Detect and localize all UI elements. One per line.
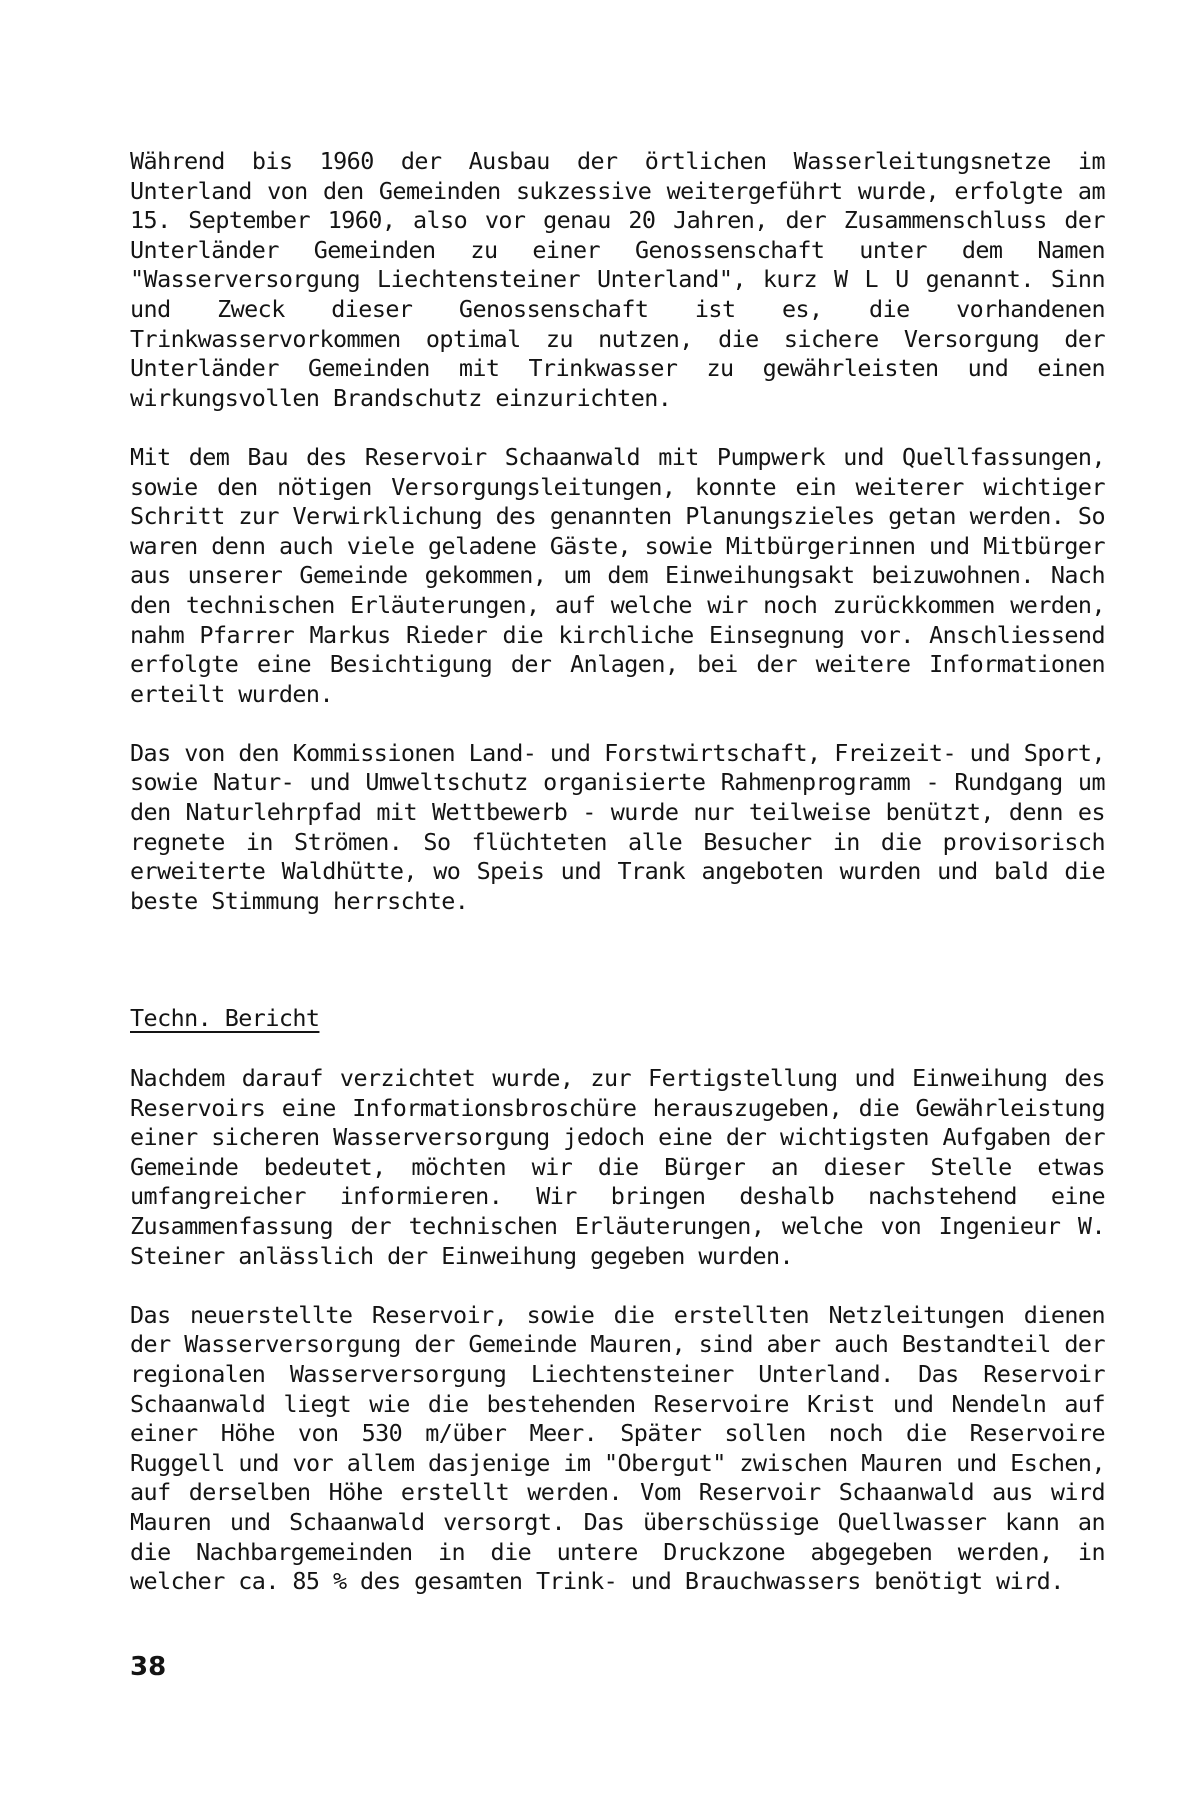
intro-paragraph-2: Mit dem Bau des Reservoir Schaanwald mit Pumpwerk und Quellfassungen, sowie den nötigen Versorgungsleitungen, konnte ein weiterer wichtiger Schritt zur Verwirklichung des genannten Planungszieles getan werden. So waren denn auch viele geladene Gäste, sowie Mitbürgerinnen und Mitbürger aus unserer Gemeinde gekommen, um dem Einweihungsakt beizuwohnen. Nach den technischen Erläuterungen, auf welche wir noch zurückkommen werden, nahm Pfarrer Markus Rieder die kirchliche Einsegnung vor. Anschliessend erfolgte eine Besichtigung der Anlagen, bei der weitere Informationen erteilt wurden. <box>130 442 1105 708</box>
page-number: 38 <box>130 1652 167 1682</box>
intro-paragraph-1: Während bis 1960 der Ausbau der örtlichen Wasserleitungsnetze im Unterland von den Gemeinden sukzessive weitergeführt wurde, erfolgte am 15. September 1960, also vor genau 20 Jahren, der Zusammenschluss der Unterländer Gemeinden zu einer Genossenschaft unter dem Namen "Wasserversorgung Liechtensteiner Unterland", kurz W L U genannt. Sinn und Zweck dieser Genossenschaft ist es, die vorhandenen Trinkwasservorkommen optimal zu nutzen, die sichere Versorgung der Unterländer Gemeinden mit Trinkwasser zu gewährleisten und einen wirkungsvollen Brandschutz einzurichten. <box>130 147 1105 412</box>
intro-paragraph-3: Das von den Kommissionen Land- und Forstwirtschaft, Freizeit- und Sport, sowie Natur- und Umweltschutz organisierte Rahmenprogramm - Rundgang um den Naturlehrpfad mit Wettbewerb - wurde nur teilweise benützt, denn es regnete in Strömen. So flüchteten alle Besucher in die provisorisch erweiterte Waldhütte, wo Speis und Trank angeboten wurden und bald die beste Stimmung herrschte. <box>130 738 1105 915</box>
report-paragraph-1: Nachdem darauf verzichtet wurde, zur Fertigstellung und Einweihung des Reservoirs eine Informationsbroschüre herauszugeben, die Gewährleistung einer sicheren Wasserversorgung jedoch eine der wichtigsten Aufgaben der Gemeinde bedeutet, möchten wir die Bürger an dieser Stelle etwas umfangreicher informieren. Wir bringen deshalb nachstehend eine Zusammenfassung der technischen Erläuterungen, welche von Ingenieur W. Steiner anlässlich der Einweihung gegeben wurden. <box>130 1064 1105 1270</box>
section-heading: Techn. Bericht <box>130 1004 320 1033</box>
report-paragraph-2: Das neuerstellte Reservoir, sowie die erstellten Netzleitungen dienen der Wasserversorgung der Gemeinde Mauren, sind aber auch Bestandteil der regionalen Wasserversorgung Liechtensteiner Unterland. Das Reservoir Schaanwald liegt wie die bestehenden Reservoire Krist und Nendeln auf einer Höhe von 530 m/über Meer. Später sollen noch die Reservoire Ruggell und vor allem dasjenige im "Obergut" zwischen Mauren und Eschen, auf derselben Höhe erstellt werden. Vom Reservoir Schaanwald aus wird Mauren und Schaanwald versorgt. Das überschüssige Quellwasser kann an die Nachbargemeinden in die untere Druckzone abgegeben werden, in welcher ca. 85 % des gesamten Trink- und Brauchwassers benötigt wird. <box>130 1300 1105 1596</box>
document-page <box>130 147 1105 1597</box>
